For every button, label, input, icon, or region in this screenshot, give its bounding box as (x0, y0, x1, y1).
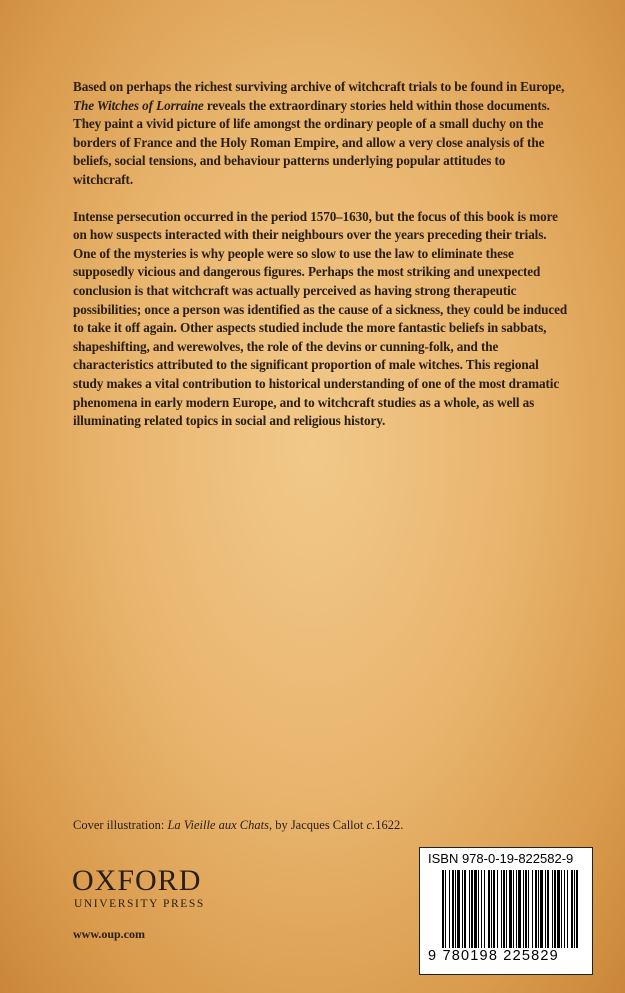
barcode-bar (509, 870, 512, 948)
barcode-bar (474, 870, 477, 948)
blurb-paragraph-2: Intense persecution occurred in the period 1570–1630, but the focus of this book is more on how suspects interacted with their neighbours over the years preceding their trials. One of the mysteries is why people were so slow to use the law to eliminate these supposedly vicious and dangerous figures. Perhaps the most striking and unexpected conclusion is that witchcraft was actually perceived as having strong therapeutic possibilities; once a person was identified as the cause of a sickness, they could be induced to take it off again. Other aspects studied include the more fantastic beliefs in sabbats, shapeshifting, and werewolves, the role of the devins or cunning-folk, and the characteristics attributed to the significant proportion of male witches. This regional study makes a vital contribution to historical understanding of one of the most dramatic phenomena in early modern Europe, and to witchcraft studies as a whole, as well as illuminating related topics in social and religious history. (73, 208, 568, 429)
barcode-bar (464, 870, 466, 948)
isbn-label: ISBN 978-0-19-822582-9 (428, 851, 574, 866)
barcode-bar (481, 870, 482, 948)
barcode-bar (449, 870, 450, 948)
caption-prefix: Cover illustration: (73, 818, 168, 832)
barcode-bar (574, 870, 575, 948)
barcode-bar (457, 870, 460, 948)
publisher-name: OXFORD (72, 864, 202, 897)
caption-circa: c. (366, 818, 376, 832)
barcode-bar (478, 870, 479, 948)
barcode-bar (455, 870, 456, 948)
barcode-bar (501, 870, 502, 948)
barcode-bar (557, 870, 560, 948)
barcode-bar (552, 870, 553, 948)
barcode-bar (535, 870, 537, 948)
back-cover-blurb (73, 78, 568, 449)
barcode-bar (545, 870, 546, 948)
caption-artist: , by Jacques Callot (268, 818, 367, 832)
barcode-bar (452, 870, 454, 948)
isbn-barcode (419, 847, 593, 975)
blurb-text: reveals the extraordinary stories held within those documents. They paint a vivid picture of life amongst the ordinary people of a small duchy on the borders of France and the Holy Roman Empire, and allow a very close analysis of the beliefs, social tensions, and behaviour patterns underlying popular attitudes to witchcraft. (73, 97, 550, 187)
barcode-bar (469, 870, 470, 948)
publisher-subname: UNIVERSITY PRESS (74, 898, 205, 910)
barcode-bar (523, 870, 524, 948)
barcode-bar (567, 870, 568, 948)
barcode-bar (538, 870, 539, 948)
barcode-bar (564, 870, 565, 948)
barcode-bar (571, 870, 573, 948)
barcode-bar (513, 870, 514, 948)
barcode-bar (442, 870, 444, 948)
barcode-bar (471, 870, 473, 948)
barcode-bar (525, 870, 527, 948)
barcode-bar (540, 870, 543, 948)
barcode-bar (462, 870, 463, 948)
barcode-bar (488, 870, 490, 948)
barcode-bar (528, 870, 529, 948)
barcode-bar (516, 870, 517, 948)
barcode-bar (547, 870, 549, 948)
barcode-digits: 9 780198 225829 (428, 948, 559, 964)
barcode-bar (503, 870, 505, 948)
barcode-bar (518, 870, 521, 948)
blurb-text: Based on perhaps the richest surviving archive of witchcraft trials to be found in Europe, (73, 79, 565, 94)
barcode-bar (532, 870, 533, 948)
publisher-url[interactable]: www.oup.com (73, 927, 146, 941)
blurb-paragraph-1 (73, 78, 568, 190)
barcode-bar (445, 870, 446, 948)
barcode-bar (484, 870, 485, 948)
barcode-bar (554, 870, 556, 948)
book-title: The Witches of Lorraine (73, 97, 204, 113)
barcode-bar (493, 870, 495, 948)
cover-illustration-caption (73, 818, 453, 833)
barcode-bar (506, 870, 507, 948)
caption-year: 1622. (375, 818, 404, 832)
artwork-title: La Vieille aux Chats (167, 818, 269, 832)
barcode-icon (442, 870, 582, 950)
barcode-bar (576, 870, 578, 948)
publisher-logo (72, 866, 205, 910)
barcode-bar (491, 870, 492, 948)
barcode-bar (497, 870, 498, 948)
barcode-bar (561, 870, 562, 948)
